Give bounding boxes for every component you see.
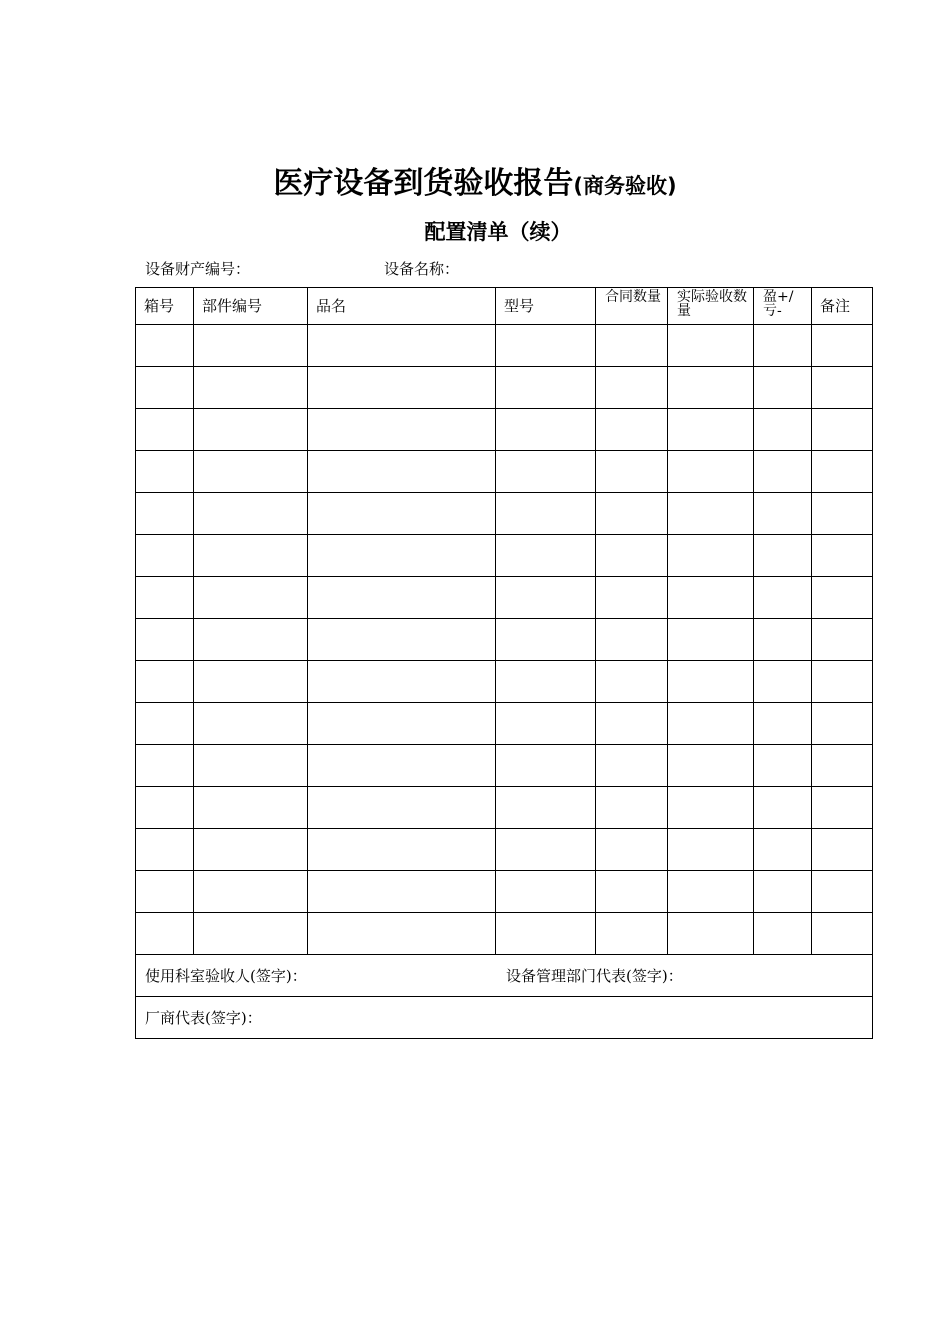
title-suffix: (商务验收) <box>573 174 677 198</box>
table-row <box>136 325 873 367</box>
document-title <box>0 166 950 204</box>
table-cell[interactable] <box>194 325 308 367</box>
table-row <box>136 367 873 409</box>
table-cell[interactable] <box>308 577 496 619</box>
table-cell[interactable] <box>812 871 873 913</box>
table-cell[interactable] <box>136 787 194 829</box>
table-cell[interactable] <box>308 787 496 829</box>
table-cell[interactable] <box>596 745 668 787</box>
col-header-surplus-deficit: 盈+/亏- <box>754 288 812 325</box>
table-cell[interactable] <box>496 535 596 577</box>
table-cell[interactable] <box>136 703 194 745</box>
table-cell[interactable] <box>308 829 496 871</box>
table-cell[interactable] <box>812 409 873 451</box>
table-cell[interactable] <box>668 409 754 451</box>
table-row <box>136 451 873 493</box>
table-cell[interactable] <box>754 535 812 577</box>
table-cell[interactable] <box>596 871 668 913</box>
table-cell[interactable] <box>194 367 308 409</box>
table-cell[interactable] <box>812 745 873 787</box>
table-cell[interactable] <box>194 829 308 871</box>
table-cell[interactable] <box>812 535 873 577</box>
table-cell[interactable] <box>136 619 194 661</box>
table-cell[interactable] <box>194 535 308 577</box>
table-row <box>136 913 873 955</box>
table-cell[interactable] <box>754 409 812 451</box>
table-cell[interactable] <box>496 325 596 367</box>
table-cell[interactable] <box>754 325 812 367</box>
col-header-remarks: 备注 <box>812 288 873 325</box>
table-row <box>136 619 873 661</box>
table-cell[interactable] <box>812 451 873 493</box>
table-cell[interactable] <box>496 619 596 661</box>
table-cell[interactable] <box>754 913 812 955</box>
table-cell[interactable] <box>668 745 754 787</box>
table-cell[interactable] <box>596 367 668 409</box>
table-cell[interactable] <box>136 913 194 955</box>
table-cell[interactable] <box>136 829 194 871</box>
equipment-name-label: 设备名称： <box>384 260 460 278</box>
table-cell[interactable] <box>194 577 308 619</box>
table-cell[interactable] <box>812 619 873 661</box>
table-cell[interactable] <box>668 619 754 661</box>
table-cell[interactable] <box>136 409 194 451</box>
table-row <box>136 577 873 619</box>
table-cell[interactable] <box>136 367 194 409</box>
table-cell[interactable] <box>754 871 812 913</box>
table-cell[interactable] <box>194 409 308 451</box>
document-subtitle: 配置清单（续） <box>424 220 572 244</box>
table-cell[interactable] <box>194 913 308 955</box>
table-cell[interactable] <box>194 745 308 787</box>
signature-cell-vendor[interactable] <box>136 997 873 1039</box>
table-cell[interactable] <box>308 451 496 493</box>
table-cell[interactable] <box>668 493 754 535</box>
table-cell[interactable] <box>596 703 668 745</box>
table-cell[interactable] <box>596 787 668 829</box>
table-cell[interactable] <box>194 619 308 661</box>
table-cell[interactable] <box>596 913 668 955</box>
table-cell[interactable] <box>812 703 873 745</box>
table-cell[interactable] <box>496 409 596 451</box>
signature-row-vendor <box>136 997 873 1039</box>
table-header-row <box>136 288 873 325</box>
table-cell[interactable] <box>812 367 873 409</box>
table-cell[interactable] <box>812 325 873 367</box>
table-cell[interactable] <box>596 661 668 703</box>
signature-row-department <box>136 955 873 997</box>
table-cell[interactable] <box>496 745 596 787</box>
table-cell[interactable] <box>496 787 596 829</box>
table-cell[interactable] <box>812 661 873 703</box>
table-cell[interactable] <box>136 871 194 913</box>
table-cell[interactable] <box>596 493 668 535</box>
table-row <box>136 535 873 577</box>
configuration-table <box>135 287 873 1039</box>
table-cell[interactable] <box>308 703 496 745</box>
table-cell[interactable] <box>596 535 668 577</box>
table-cell[interactable] <box>496 451 596 493</box>
table-cell[interactable] <box>496 829 596 871</box>
table-cell[interactable] <box>812 787 873 829</box>
col-header-model: 型号 <box>496 288 596 325</box>
table-cell[interactable] <box>136 745 194 787</box>
table-cell[interactable] <box>308 745 496 787</box>
table-cell[interactable] <box>754 367 812 409</box>
table-cell[interactable] <box>754 703 812 745</box>
table-cell[interactable] <box>194 871 308 913</box>
table-cell[interactable] <box>136 535 194 577</box>
table-row <box>136 661 873 703</box>
table-row <box>136 787 873 829</box>
table-cell[interactable] <box>668 829 754 871</box>
asset-number-label: 设备财产编号： <box>145 260 251 278</box>
table-cell[interactable] <box>308 325 496 367</box>
table-cell[interactable] <box>496 367 596 409</box>
table-cell[interactable] <box>668 787 754 829</box>
table-cell[interactable] <box>754 661 812 703</box>
table-cell[interactable] <box>136 325 194 367</box>
table-cell[interactable] <box>194 451 308 493</box>
col-header-contract-quantity: 合同数量 <box>596 288 668 325</box>
table-cell[interactable] <box>496 661 596 703</box>
table-row <box>136 703 873 745</box>
table-row <box>136 493 873 535</box>
table-cell[interactable] <box>496 703 596 745</box>
table-cell[interactable] <box>308 535 496 577</box>
table-cell[interactable] <box>668 661 754 703</box>
table-body <box>136 325 873 1039</box>
table-cell[interactable] <box>136 451 194 493</box>
table-cell[interactable] <box>668 367 754 409</box>
table-cell[interactable] <box>754 745 812 787</box>
table-cell[interactable] <box>668 913 754 955</box>
table-cell[interactable] <box>668 871 754 913</box>
table-cell[interactable] <box>596 409 668 451</box>
signature-cell-department[interactable] <box>136 955 873 997</box>
table-cell[interactable] <box>668 535 754 577</box>
table-cell[interactable] <box>496 493 596 535</box>
table-cell[interactable] <box>136 493 194 535</box>
table-row <box>136 829 873 871</box>
table-cell[interactable] <box>194 661 308 703</box>
table-cell[interactable] <box>754 451 812 493</box>
table-cell[interactable] <box>194 703 308 745</box>
table-cell[interactable] <box>496 577 596 619</box>
table-cell[interactable] <box>596 325 668 367</box>
table-cell[interactable] <box>754 577 812 619</box>
table-cell[interactable] <box>136 577 194 619</box>
col-header-box-number: 箱号 <box>136 288 194 325</box>
management-signature-label: 设备管理部门代表(签字)： <box>506 967 683 985</box>
table-cell[interactable] <box>812 913 873 955</box>
table-cell[interactable] <box>308 493 496 535</box>
table-cell[interactable] <box>754 787 812 829</box>
table-cell[interactable] <box>596 619 668 661</box>
table-cell[interactable] <box>668 325 754 367</box>
table-cell[interactable] <box>194 493 308 535</box>
table-cell[interactable] <box>754 493 812 535</box>
department-signature-label: 使用科室验收人(签字)： <box>145 967 307 985</box>
table-cell[interactable] <box>812 829 873 871</box>
col-header-part-number: 部件编号 <box>194 288 308 325</box>
table-cell[interactable] <box>194 787 308 829</box>
table-cell[interactable] <box>308 913 496 955</box>
col-header-item-name: 品名 <box>308 288 496 325</box>
table-cell[interactable] <box>812 577 873 619</box>
table-cell[interactable] <box>308 871 496 913</box>
table-cell[interactable] <box>496 913 596 955</box>
table-cell[interactable] <box>308 409 496 451</box>
table-cell[interactable] <box>596 451 668 493</box>
title-main: 医疗设备到货验收报告 <box>273 166 574 201</box>
vendor-signature-label: 厂商代表(签字)： <box>145 1009 262 1027</box>
table-cell[interactable] <box>668 451 754 493</box>
table-cell[interactable] <box>136 661 194 703</box>
table-cell[interactable] <box>668 577 754 619</box>
table-cell[interactable] <box>308 619 496 661</box>
table-cell[interactable] <box>308 661 496 703</box>
table-cell[interactable] <box>754 829 812 871</box>
table-cell[interactable] <box>812 493 873 535</box>
table-cell[interactable] <box>754 619 812 661</box>
col-header-actual-quantity: 实际验收数量 <box>668 288 754 325</box>
table-cell[interactable] <box>308 367 496 409</box>
table-cell[interactable] <box>668 703 754 745</box>
table-cell[interactable] <box>496 871 596 913</box>
table-row <box>136 871 873 913</box>
table-row <box>136 409 873 451</box>
table-cell[interactable] <box>596 829 668 871</box>
table-row <box>136 745 873 787</box>
table-cell[interactable] <box>596 577 668 619</box>
